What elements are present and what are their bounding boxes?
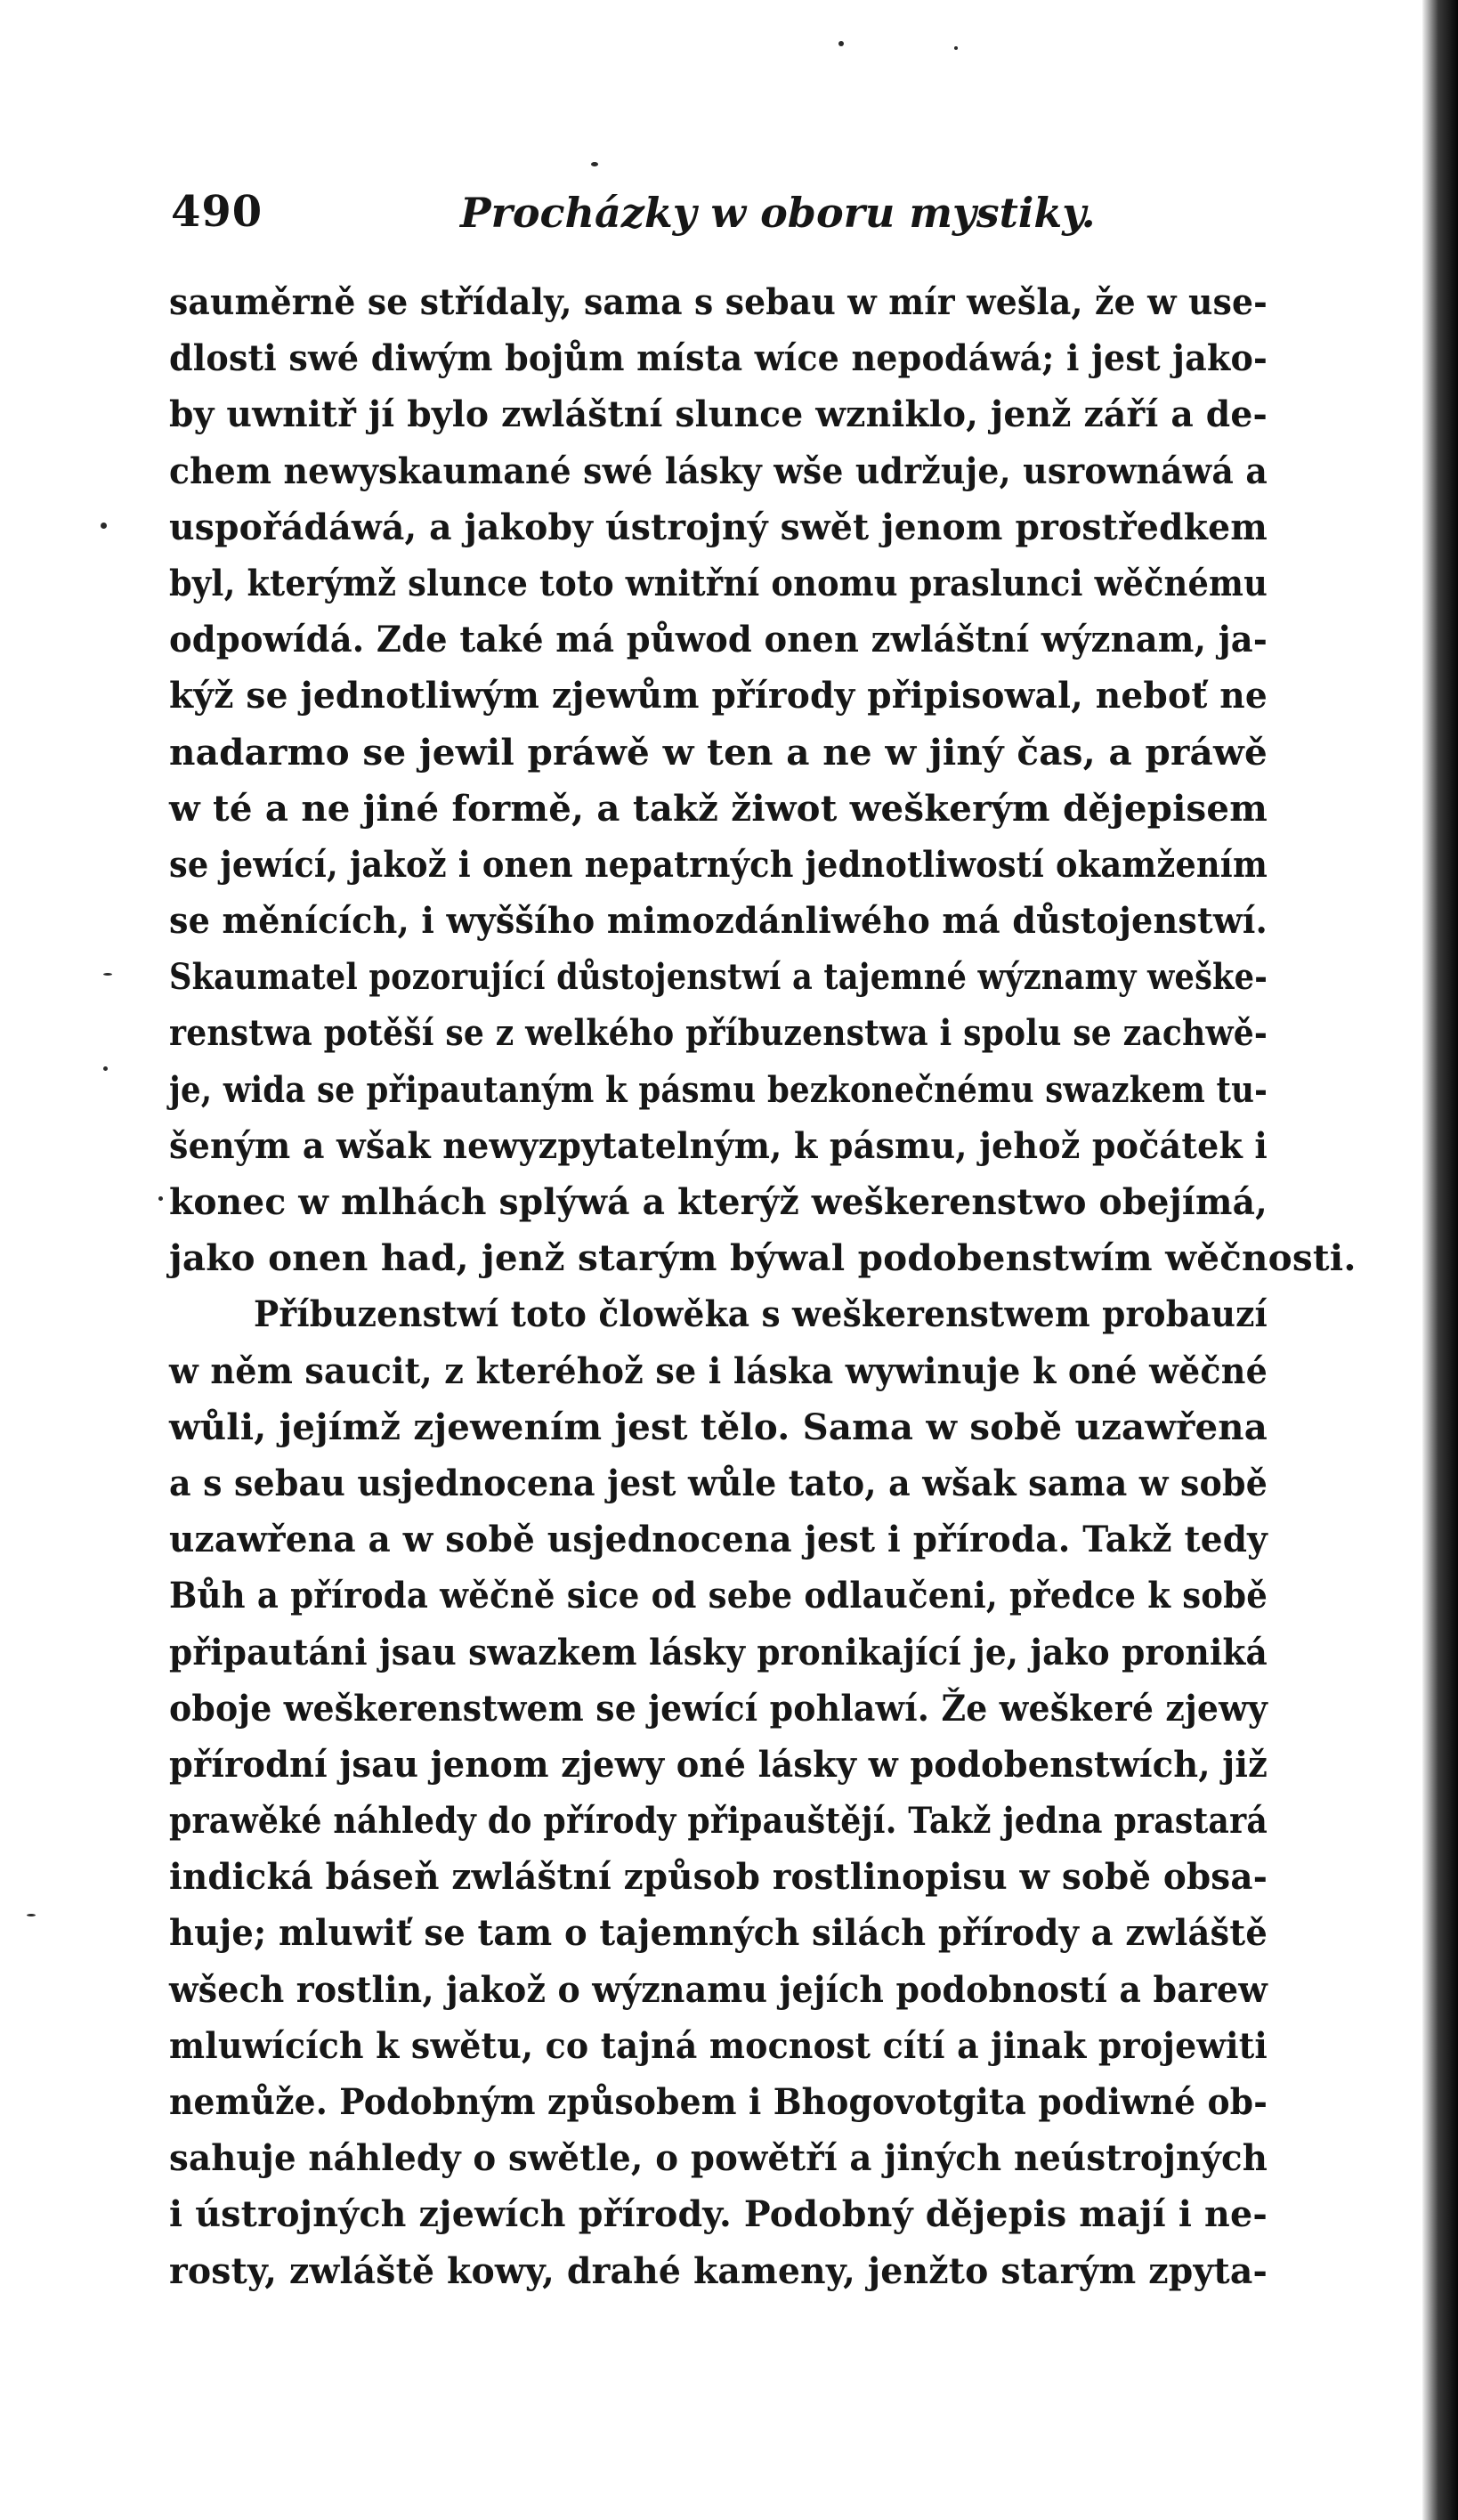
scan-speck xyxy=(591,162,598,166)
text-line: chem newyskaumané swé lásky wše udržuje, usrownáwá a xyxy=(169,449,1268,492)
text-line: se jewící, jakož i onen nepatrných jednotliwostí okamžením xyxy=(169,842,1268,886)
text-line: uspořádáwá, a jakoby ústrojný swět jenom prostředkem xyxy=(169,505,1268,548)
text-line: uzawřena a w sobě usjednocena jest i příroda. Takž tedy xyxy=(169,1518,1268,1561)
scan-speck xyxy=(101,523,107,529)
scan-speck xyxy=(158,1196,163,1201)
text-line: nadarmo se jewil práwě w ten a ne w jiný čas, a práwě xyxy=(169,730,1268,774)
text-line: se měnících, i wyššího mimozdánliwého má důstojenstwí. xyxy=(169,899,1268,943)
text-line: šeným a wšak newyzpytatelným, k pásmu, jehož počátek i xyxy=(169,1123,1268,1167)
page-number: 490 xyxy=(171,187,263,237)
text-line: w té a ne jiné formě, a takž žiwot weškerým dějepisem xyxy=(169,786,1268,830)
scan-speck xyxy=(838,41,844,46)
running-title: Procházky w oboru mystiky. xyxy=(460,189,1096,237)
text-line: byl, kterýmž slunce toto wnitřní onomu praslunci wěčnému xyxy=(169,561,1268,604)
text-line: renstwa potěší se z welkého příbuzenstwa i spolu se zachwě- xyxy=(169,1011,1268,1055)
text-line: jako onen had, jenž starým býwal podobenstwím wěčnosti. xyxy=(169,1236,1357,1280)
text-line: odpowídá. Zde také má půwod onen zwláštní wýznam, ja- xyxy=(169,618,1268,661)
text-line: wšech rostlin, jakož o wýznamu jejích podobností a barew xyxy=(169,1967,1268,2011)
text-line: rosty, zwláště kowy, drahé kameny, jenžto starým zpyta- xyxy=(169,2249,1268,2292)
text-line: sahuje náhledy o swětle, o powětří a jiných neústrojných xyxy=(169,2136,1268,2180)
scan-speck xyxy=(954,46,958,50)
text-line: oboje weškerenstwem se jewící pohlawí. Že weškeré zjewy xyxy=(169,1686,1268,1730)
text-line: konec w mlhách splýwá a kterýž weškerenstwo obejímá, xyxy=(169,1180,1268,1223)
text-line: wůli, jejímž zjewením jest tělo. Sama w sobě uzawřena xyxy=(169,1405,1268,1448)
text-line: sauměrně se střídaly, sama s sebau w mír wešla, že w use- xyxy=(169,280,1268,323)
paragraph-start-line: Příbuzenstwí toto člowěka s weškerenstwem probauzí xyxy=(254,1292,1268,1336)
text-line: i ústrojných zjewích přírody. Podobný dějepis mají i ne- xyxy=(169,2192,1268,2236)
text-line: dlosti swé diwým bojům místa wíce nepodáwá; i jest jako- xyxy=(169,336,1268,380)
text-line: indická báseň zwláštní způsob rostlinopisu w sobě obsa- xyxy=(169,1855,1268,1899)
scan-speck xyxy=(27,1914,36,1916)
text-line: kýž se jednotliwým zjewům přírody připisowal, neboť ne xyxy=(169,674,1268,717)
text-line: Skaumatel pozorující důstojenstwí a tajemné wýznamy weške- xyxy=(169,955,1268,999)
text-line: mluwících k swětu, co tajná mocnost cítí a jinak projewiti xyxy=(169,2023,1268,2067)
page-edge-shadow xyxy=(1422,0,1458,2520)
text-line: Bůh a příroda wěčně sice od sebe odlaučeni, předce k sobě xyxy=(169,1574,1268,1617)
scan-speck xyxy=(103,1066,108,1071)
text-line: huje; mluwiť se tam o tajemných silách přírody a zwláště xyxy=(169,1911,1268,1955)
text-line: by uwnitř jí bylo zwláštní slunce wzniklo, jenž září a de- xyxy=(169,393,1268,436)
text-line: nemůže. Podobným způsobem i Bhogovotgita podiwné ob- xyxy=(169,2080,1268,2123)
body-text xyxy=(169,274,1357,2299)
text-line: přírodní jsau jenom zjewy oné lásky w podobenstwích, již xyxy=(169,1742,1268,1786)
text-line: w něm saucit, z kteréhož se i láska wywinuje k oné wěčné xyxy=(169,1349,1268,1392)
text-line: a s sebau usjednocena jest wůle tato, a wšak sama w sobě xyxy=(169,1461,1268,1504)
scan-speck xyxy=(103,973,112,976)
text-line: prawěké náhledy do přírody připauštějí. Takž jedna prastará xyxy=(169,1799,1268,1843)
text-line: připautáni jsau swazkem lásky pronikající je, jako proniká xyxy=(169,1630,1268,1673)
page-header xyxy=(171,187,1346,249)
text-line: je, wida se připautaným k pásmu bezkonečnému swazkem tu- xyxy=(169,1067,1268,1111)
